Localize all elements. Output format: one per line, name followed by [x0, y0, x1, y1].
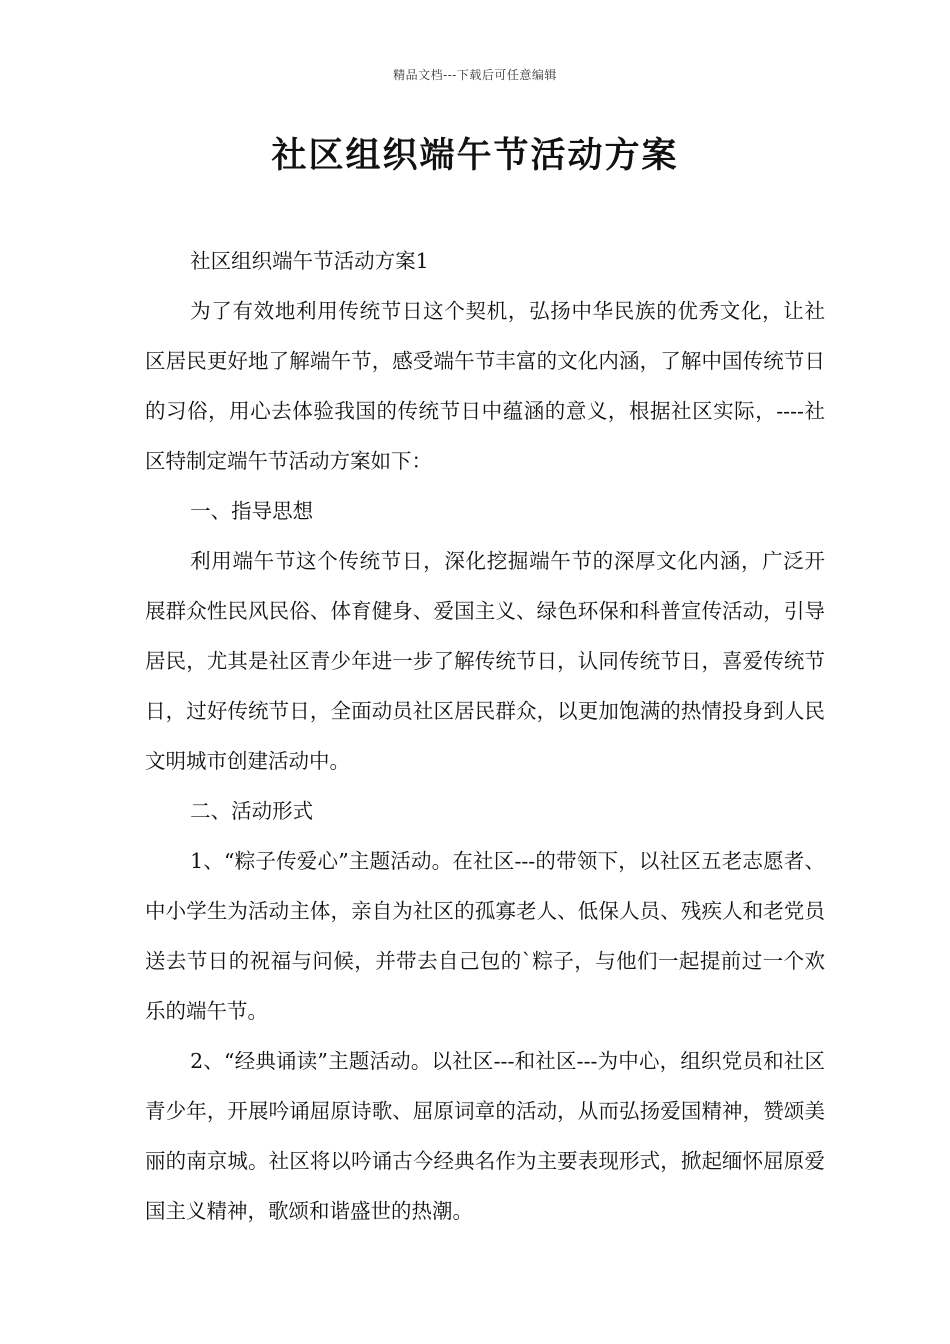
- guiding-ideology-paragraph: 利用端午节这个传统节日，深化挖掘端午节的深厚文化内涵，广泛开展群众性民风民俗、体育健身、爱国主义、绿色环保和科普宣传活动，引导居民，尤其是社区青少年进一步了解传统节日，认同传统节日，喜爱传统节日，过好传统节日，全面动员社区居民群众，以更加饱满的热情投身到人民文明城市创建活动中。: [145, 549, 825, 773]
- activity-item-1: 1、“粽子传爱心”主题活动。在社区---的带领下，以社区五老志愿者、中小学生为活动主体，亲自为社区的孤寡老人、低保人员、残疾人和老党员送去节日的祝福与问候，并带去自己包的`粽子，与他们一起提前过一个欢乐的端午节。: [145, 849, 825, 1023]
- document-title: 社区组织端午节活动方案: [271, 135, 679, 176]
- subtitle-paragraph: 社区组织端午节活动方案1: [190, 249, 429, 273]
- section-heading-guiding-ideology: 一、指导思想: [190, 499, 314, 523]
- header-note: 精品文档---下载后可任意编辑: [393, 68, 557, 82]
- document-body: [145, 236, 825, 1236]
- section-heading-activity-forms: 二、活动形式: [190, 799, 314, 823]
- intro-paragraph: 为了有效地利用传统节日这个契机，弘扬中华民族的优秀文化，让社区居民更好地了解端午节，感受端午节丰富的文化内涵，了解中国传统节日的习俗，用心去体验我国的传统节日中蕴涵的意义，根据社区实际，----社区特制定端午节活动方案如下：: [145, 299, 825, 473]
- activity-item-2: 2、“经典诵读”主题活动。以社区---和社区---为中心，组织党员和社区青少年，开展吟诵屈原诗歌、屈原词章的活动，从而弘扬爱国精神，赞颂美丽的南京城。社区将以吟诵古今经典名作为主要表现形式，掀起缅怀屈原爱国主义精神，歌颂和谐盛世的热潮。: [145, 1049, 825, 1223]
